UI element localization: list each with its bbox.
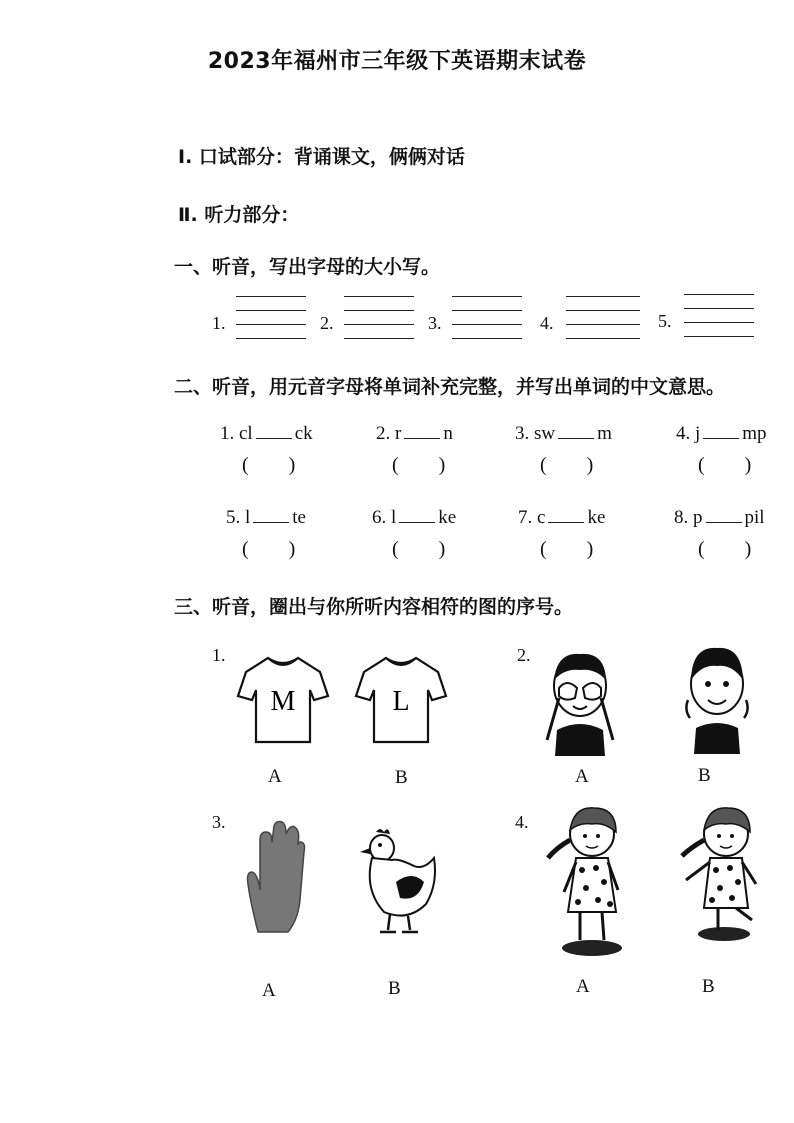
tshirt-icon	[356, 652, 446, 744]
part2-heading: 二、听音，用元音字母将单词补充完整，并写出单词的中文意思。	[174, 376, 726, 398]
tshirt-size-letter: M	[270, 686, 296, 717]
item-number: 2.	[320, 313, 334, 333]
tshirt-size-letter: L	[392, 686, 410, 717]
meaning-blank[interactable]: ( )	[540, 454, 594, 476]
hen-icon	[354, 826, 438, 940]
part3-heading: 三、听音，圈出与你所听内容相符的图的序号。	[174, 596, 574, 618]
page-title: 2023年福州市三年级下英语期末试卷	[207, 49, 587, 74]
section-oral-heading: Ⅰ. 口试部分：背诵课文，俩俩对话	[178, 146, 465, 168]
word-item-8: 8. p pil	[674, 507, 765, 528]
boy-covering-eyes-icon	[545, 648, 615, 758]
word-item-5: 5. l te	[226, 507, 306, 528]
girl-icon	[676, 800, 760, 942]
girl-icon	[540, 800, 624, 956]
option-label-a[interactable]: A	[576, 976, 590, 997]
question-number: 1.	[212, 645, 226, 665]
meaning-blank[interactable]: ( )	[698, 454, 752, 476]
meaning-blank[interactable]: ( )	[540, 538, 594, 560]
section-listening-heading: Ⅱ. 听力部分：	[178, 204, 300, 226]
meaning-blank[interactable]: ( )	[392, 454, 446, 476]
word-item-2: 2. r n	[376, 423, 453, 444]
vowel-blank[interactable]	[253, 507, 289, 523]
writing-lines[interactable]	[566, 296, 640, 352]
item-number: 1.	[212, 313, 226, 333]
word-item-7: 7. c ke	[518, 507, 606, 528]
writing-lines[interactable]	[344, 296, 414, 352]
boy-pointing-ears-icon	[680, 640, 754, 758]
question-number: 4.	[515, 812, 529, 832]
vowel-blank[interactable]	[548, 507, 584, 523]
vowel-blank[interactable]	[404, 423, 440, 439]
vowel-blank[interactable]	[558, 423, 594, 439]
vowel-blank[interactable]	[256, 423, 292, 439]
girl-kicking-picture[interactable]	[676, 800, 760, 942]
vowel-blank[interactable]	[399, 507, 435, 523]
hand-picture[interactable]	[244, 820, 308, 938]
tshirt-icon	[238, 652, 328, 744]
word-item-6: 6. l ke	[372, 507, 457, 528]
question-number: 3.	[212, 812, 226, 832]
vowel-blank[interactable]	[706, 507, 742, 523]
meaning-blank[interactable]: ( )	[392, 538, 446, 560]
option-label-b[interactable]: B	[702, 976, 715, 997]
meaning-blank[interactable]: ( )	[242, 538, 296, 560]
writing-lines[interactable]	[236, 296, 306, 352]
meaning-blank[interactable]: ( )	[698, 538, 752, 560]
option-label-b[interactable]: B	[395, 767, 408, 788]
writing-lines[interactable]	[684, 294, 754, 350]
boy-pointing-ears-picture[interactable]	[680, 640, 754, 758]
option-label-b[interactable]: B	[698, 765, 711, 786]
tshirt-l-picture[interactable]	[356, 652, 446, 744]
tshirt-m-picture[interactable]	[238, 652, 328, 744]
part1-heading: 一、听音，写出字母的大小写。	[174, 256, 441, 278]
option-label-a[interactable]: A	[262, 980, 276, 1001]
boy-covering-eyes-picture[interactable]	[545, 648, 615, 758]
hand-icon	[244, 820, 308, 938]
option-label-a[interactable]: A	[575, 766, 589, 787]
item-number: 3.	[428, 313, 442, 333]
word-item-1: 1. cl ck	[220, 423, 313, 444]
item-number: 5.	[658, 311, 672, 331]
option-label-b[interactable]: B	[388, 978, 401, 999]
word-item-4: 4. j mp	[676, 423, 767, 444]
girl-standing-picture[interactable]	[540, 800, 624, 956]
writing-lines[interactable]	[452, 296, 522, 352]
hen-picture[interactable]	[354, 826, 438, 940]
vowel-blank[interactable]	[703, 423, 739, 439]
question-number: 2.	[517, 645, 531, 665]
item-number: 4.	[540, 313, 554, 333]
meaning-blank[interactable]: ( )	[242, 454, 296, 476]
option-label-a[interactable]: A	[268, 766, 282, 787]
word-item-3: 3. sw m	[515, 423, 612, 444]
